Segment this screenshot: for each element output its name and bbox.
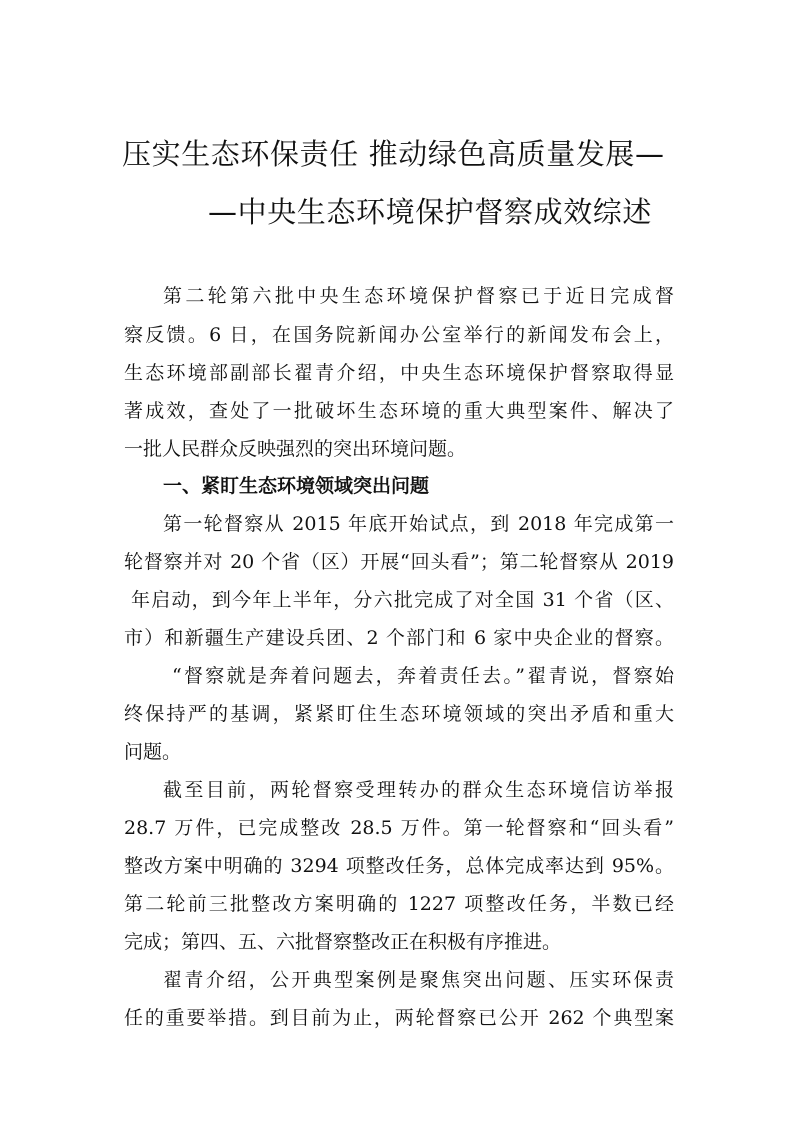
paragraph-1-line-4: 著成效，查处了一批破坏生态环境的重大典型案件、解决了 [124,400,674,422]
article-title-line-2: —中央生态环境保护督察成效综述 [208,195,653,229]
paragraph-4-line-2: 28.7 万件，已完成整改 28.5 万件。第一轮督察和“回头看” [124,817,674,839]
paragraph-2-line-1: 第一轮督察从 2015 年底开始试点，到 2018 年完成第一 [163,513,674,535]
paragraph-5-line-2: 任的重要举措。到目前为止，两轮督察已公开 262 个典型案 [124,1007,674,1029]
paragraph-1-line-5: 一批人民群众反映强烈的突出环境问题。 [124,438,467,460]
paragraph-3-line-2: 终保持严的基调，紧紧盯住生态环境领域的突出矛盾和重大 [124,703,674,725]
paragraph-3-line-3: 问题。 [124,741,182,763]
paragraph-2-line-2: 轮督察并对 20 个省（区）开展“回头看”；第二轮督察从 2019 [124,551,674,573]
article-title-line-1: 压实生态环保责任 推动绿色高质量发展— [122,137,665,171]
paragraph-2-line-4: 市）和新疆生产建设兵团、2 个部门和 6 家中央企业的督察。 [124,627,674,649]
section-heading-1: 一、紧盯生态环境领域突出问题 [163,475,430,497]
paragraph-2-line-3: 年启动，到今年上半年，分六批完成了对全国 31 个省（区、 [131,589,674,611]
paragraph-3-line-1: “督察就是奔着问题去，奔着责任去。”翟青说，督察始 [172,665,674,687]
paragraph-1-line-3: 生态环境部副部长翟青介绍，中央生态环境保护督察取得显 [124,362,674,384]
paragraph-4-line-5: 完成；第四、五、六批督察整改正在积极有序推进。 [124,931,562,953]
paragraph-4-line-1: 截至目前，两轮督察受理转办的群众生态环境信访举报 [163,779,674,801]
paragraph-5-line-1: 翟青介绍，公开典型案例是聚焦突出问题、压实环保责 [163,969,674,991]
paragraph-4-line-4: 第二轮前三批整改方案明确的 1227 项整改任务，半数已经 [124,893,674,915]
paragraph-1-line-2: 察反馈。6 日，在国务院新闻办公室举行的新闻发布会上， [124,324,674,346]
paragraph-1-line-1: 第二轮第六批中央生态环境保护督察已于近日完成督 [163,285,674,307]
paragraph-4-line-3: 整改方案中明确的 3294 项整改任务，总体完成率达到 95%。 [124,855,674,877]
